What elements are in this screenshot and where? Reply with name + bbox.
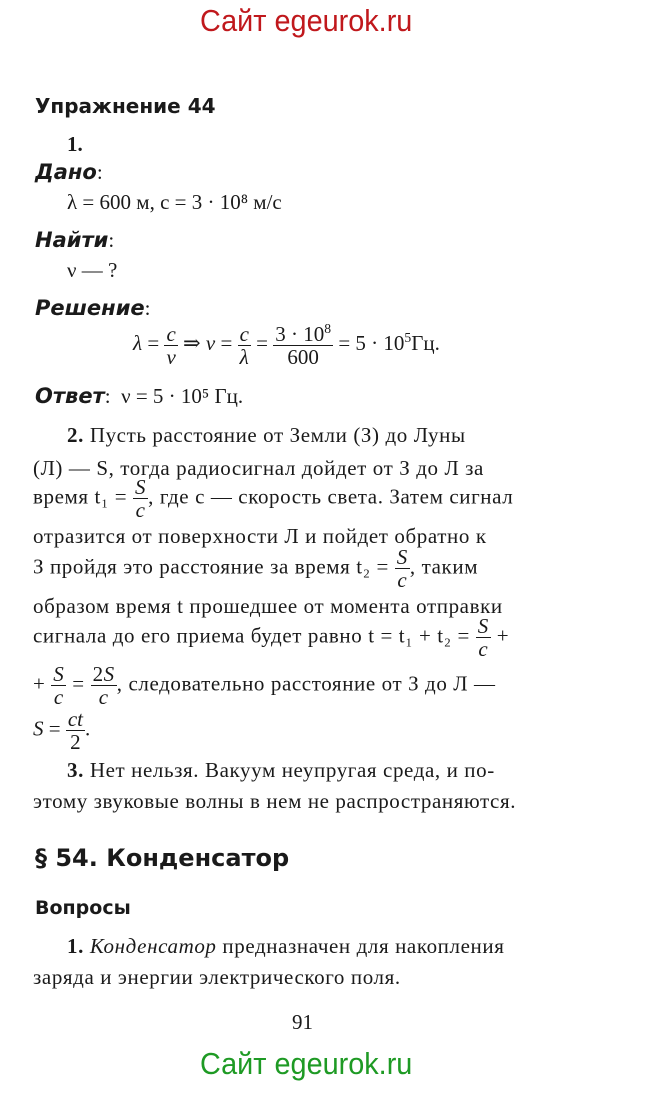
problem-3-number: 3. — [67, 758, 84, 782]
p3-line1-text: Нет нельзя. Вакуум неупругая среда, и по- — [89, 758, 495, 782]
answer-row: Ответ: ν = 5 · 10⁵ Гц. — [35, 384, 244, 408]
find-row: Найти: — [35, 228, 115, 252]
given-value: λ = 600 м, c = 3 · 10⁸ м/с — [67, 190, 282, 214]
given-label: Дано — [35, 160, 97, 184]
p2-line1 — [67, 423, 466, 448]
p2-line3a: время t₁ = — [33, 484, 128, 509]
question-1-number: 1. — [67, 934, 84, 958]
p2-line7: сигнала до его приема будет равно t = t₁ + t₂ = $\frac{S}{c}$ + — [33, 614, 510, 662]
exercise-title: Упражнение 44 — [35, 94, 216, 118]
p2-line3b: , где c — скорость света. Затем сигнал — [148, 484, 514, 509]
p2-line4: отразится от поверхности Л и пойдет обратно к — [33, 524, 487, 548]
p3-line2: этому звуковые волны в нем не распространяются. — [33, 789, 517, 813]
solution-label: Решение — [35, 296, 145, 320]
answer-value: ν = 5 · 10⁵ Гц. — [121, 384, 244, 408]
problem-1-number: 1. — [67, 132, 83, 156]
page-number: 91 — [292, 1010, 313, 1034]
p2-line7a: сигнала до его приема будет равно t = t₁ + t₂ = — [33, 623, 470, 648]
q1-line1-rest: предназначен для накопления — [222, 934, 505, 958]
solution-row: Решение: — [35, 296, 151, 320]
site-watermark-bottom: Сайт egeurok.ru — [200, 1046, 413, 1081]
site-watermark-top: Сайт egeurok.ru — [200, 3, 413, 38]
p2-line3: время t₁ = $\frac{S}{c}$ , где c — скорость света. Затем сигнал — [33, 475, 514, 523]
q1-line1 — [67, 934, 504, 959]
q1-term: Конденсатор — [89, 934, 217, 958]
section-title: § 54. Конденсатор — [35, 844, 290, 872]
q1-line2: заряда и энергии электрического поля. — [33, 965, 401, 989]
p2-line8: + $\frac{S}{c}$ = $\frac{2S}{c}$ , следовательно расстояние от З до Л — — [33, 662, 496, 710]
questions-title: Вопросы — [35, 897, 131, 919]
p2-line9: S = $\frac{ct}{2}$ . — [33, 707, 91, 755]
answer-label: Ответ — [35, 384, 105, 408]
problem-2-number: 2. — [67, 423, 84, 447]
p2-line5a: З пройдя это расстояние за время t₂ = — [33, 554, 389, 579]
p2-line6: образом время t прошедшее от момента отправки — [33, 594, 503, 618]
p3-line1 — [67, 758, 495, 783]
p2-line8b: , следовательно расстояние от З до Л — — [116, 671, 496, 696]
p2-line2: (Л) — S, тогда радиосигнал дойдет от З до Л за — [33, 456, 484, 480]
p2-line1-text: Пусть расстояние от Земли (З) до Луны — [89, 423, 466, 447]
solution-formula: λ = $\frac{c}{\nu}$ ⇒ ν = $\frac{c}{\lambda}$ = $\frac{3 \cdot 10^8}{600}$ = $5 \cdot 10^5Гц$. — [133, 321, 440, 370]
given-row: Дано: — [35, 160, 103, 184]
p2-line5b: , таким — [409, 554, 479, 579]
p2-line5: З пройдя это расстояние за время t₂ = $\frac{S}{c}$ , таким — [33, 545, 479, 593]
find-label: Найти — [35, 228, 109, 252]
find-value: ν — ? — [67, 258, 118, 282]
